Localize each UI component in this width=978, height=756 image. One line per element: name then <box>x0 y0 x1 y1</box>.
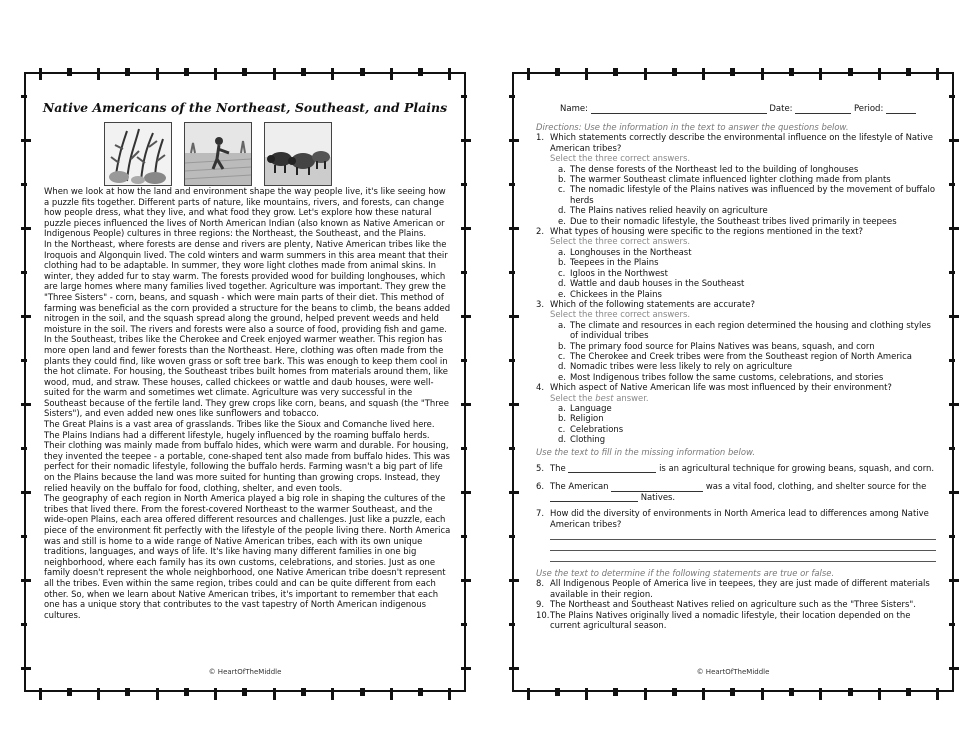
article-text <box>44 186 452 620</box>
option-letter: a. <box>558 319 566 330</box>
answer-line[interactable] <box>550 551 936 562</box>
bottom-border-decoration <box>514 688 952 696</box>
option-letter: c. <box>558 423 566 434</box>
period-label: Period: <box>853 104 884 114</box>
option-text: Igloos in the Northwest <box>570 267 668 278</box>
fill-in-blank[interactable] <box>550 501 638 502</box>
question-9 <box>536 599 940 609</box>
question-number: 3. <box>536 298 545 309</box>
option-letter: b. <box>558 257 567 268</box>
answer-option[interactable] <box>558 278 940 288</box>
article-paragraph: The Great Plains is a vast area of grasslands. Tribes like the Sioux and Comanche lived here. The Plains Indians had a different lifestyle, hugely influenced by the roaming buffalo herds. Their clothing was mainly made from buffalo hides, which were warm and durable. For housing, they invented the teepee - a portable, cone-shaped tent also made from buffalo hides. This was perfect for their nomadic lifestyle, following the buffalo herds. Farming wasn't a big part of life on the Plains because the land was more suited for hunting than growing crops. Instead, they relied heavily on the buffalo for food, clothing, shelter, and even tools. <box>44 419 450 493</box>
questions-list <box>536 122 940 630</box>
option-text: The primary food source for Plains Natives was beans, squash, and corn <box>570 340 875 351</box>
bottom-border-decoration <box>26 688 464 696</box>
answer-option[interactable] <box>558 164 940 174</box>
question-number: 8. <box>536 578 545 589</box>
option-text: The warmer Southeast climate influenced lighter clothing made from plants <box>570 174 891 185</box>
answer-option[interactable] <box>558 372 940 382</box>
question-3 <box>536 299 940 382</box>
question-text: The <box>550 463 566 473</box>
answer-option[interactable] <box>558 320 940 341</box>
hint-emphasis: best <box>595 392 614 403</box>
reading-page <box>24 72 466 692</box>
answer-option[interactable] <box>558 361 940 371</box>
question-7 <box>536 508 940 529</box>
option-letter: e. <box>558 215 566 226</box>
hint-text: Select the <box>550 392 596 403</box>
answer-option[interactable] <box>558 205 940 215</box>
option-letter: d. <box>558 278 567 289</box>
answer-option[interactable] <box>558 216 940 226</box>
option-text: Teepees in the Plains <box>570 257 659 268</box>
answer-hint: Select the three correct answers. <box>550 236 691 247</box>
question-text: What types of housing were specific to the regions mentioned in the text? <box>550 226 864 237</box>
question-number: 10. <box>536 609 550 620</box>
question-text: is an agricultural technique for growing beans, squash, and corn. <box>659 463 935 473</box>
option-letter: c. <box>558 350 566 361</box>
option-text: Due to their nomadic lifestyle, the Southeast tribes lived primarily in teepees <box>570 215 897 226</box>
answer-option[interactable] <box>558 184 940 205</box>
student-info-line <box>560 104 924 114</box>
question-text: was a vital food, clothing, and shelter source for the <box>705 481 927 492</box>
option-text: Celebrations <box>570 423 624 434</box>
option-letter: e. <box>558 288 566 299</box>
question-text: All Indigenous People of America live in teepees, they are just made of different materials available in their region. <box>550 578 930 599</box>
option-letter: c. <box>558 267 566 278</box>
option-text: The dense forests of the Northeast led to the building of longhouses <box>570 163 859 174</box>
question-number: 2. <box>536 226 545 237</box>
question-number: 4. <box>536 382 545 393</box>
hint-text: answer. <box>613 392 649 403</box>
period-field[interactable] <box>886 113 916 114</box>
copyright-footer: © HeartOfTheMiddle <box>696 668 770 676</box>
answer-hint: Select the three correct answers. <box>550 153 691 164</box>
answer-option[interactable] <box>558 413 940 423</box>
option-text: Language <box>570 402 612 413</box>
question-number: 5. <box>536 463 545 473</box>
answer-option[interactable] <box>558 434 940 444</box>
question-8 <box>536 578 940 599</box>
option-letter: d. <box>558 434 567 445</box>
left-border-decoration <box>509 74 517 690</box>
page-title: Native Americans of the Northeast, Southeast, and Plains <box>42 100 448 115</box>
question-text: The Plains Natives originally lived a nomadic lifestyle, their location depended on the current agricultural season. <box>550 609 911 631</box>
question-text: Which of the following statements are accurate? <box>550 298 755 309</box>
answer-option[interactable] <box>558 257 940 267</box>
question-text: Which statements correctly describe the environmental influence on the lifestyle of Native American tribes? <box>550 132 933 153</box>
directions: Use the text to fill in the missing information below. <box>536 446 756 457</box>
top-border-decoration <box>26 68 464 76</box>
date-field[interactable] <box>795 113 851 114</box>
answer-option[interactable] <box>558 341 940 351</box>
question-2 <box>536 226 940 299</box>
left-border-decoration <box>21 74 29 690</box>
farmer-field-illustration <box>184 122 252 186</box>
answer-line[interactable] <box>550 529 936 540</box>
option-text: The Cherokee and Creek tribes were from the Southeast region of North America <box>570 350 912 361</box>
name-field[interactable] <box>591 113 767 114</box>
crops-illustration <box>104 122 172 186</box>
question-text: Which aspect of Native American life was most influenced by their environment? <box>550 382 892 393</box>
answer-option[interactable] <box>558 424 940 434</box>
option-letter: d. <box>558 205 567 216</box>
option-letter: a. <box>558 246 566 257</box>
question-number: 9. <box>536 599 545 610</box>
question-text: The American <box>550 481 609 492</box>
answer-option[interactable] <box>558 247 940 257</box>
answer-option[interactable] <box>558 174 940 184</box>
answer-hint <box>550 393 940 403</box>
illustration-row <box>104 122 332 186</box>
option-text: Religion <box>570 413 604 424</box>
option-text: Wattle and daub houses in the Southeast <box>570 278 745 289</box>
top-border-decoration <box>514 68 952 76</box>
answer-option[interactable] <box>558 403 940 413</box>
option-letter: a. <box>558 163 566 174</box>
buffalo-herd-illustration <box>264 122 332 186</box>
question-number: 6. <box>536 481 545 492</box>
article-paragraph: When we look at how the land and environment shape the way people live, it's like seeing how a puzzle fits together. Different parts of nature, like mountains, rivers, and forests, can change how people dress, what they live, and what food they grow. Let's explore how these natural puzzle pieces influenced the lives of North American Indian (also known as Native American or Indigenous People) cultures in three regions: the Northeast, the Southeast, and the Plains. <box>44 186 446 239</box>
article-paragraph: In the Southeast, tribes like the Cherokee and Creek enjoyed warmer weather. This region has more open land and fewer forests than the Northeast. Here, clothing was often made from the plants they could find, like woven grass or soft tree bark. This was enough to keep them cool in the hot climate. For housing, the Southeast tribes built homes from materials around them, like wood, mud, and straw. These houses, called chickees or wattle and daub houses, were well-suited for the warm and sometimes wet climate. Agriculture was very successful in the Southeast because of the fertile land. They grew crops like corn, beans, and squash (the "Three Sisters"), and even added new ones like sunflowers and tobacco. <box>44 334 449 419</box>
question-number: 7. <box>536 508 545 519</box>
right-border-decoration <box>949 74 957 690</box>
option-letter: b. <box>558 174 567 185</box>
article-paragraph: In the Northeast, where forests are dense and rivers are plenty, Native American tribes like the Iroquois and Algonquin lived. The cold winters and warm summers in this area meant that their clothing had to be adaptable. In summer, they wore light clothes made from animal skins. In winter, they added fur to stay warm. The forests provided wood for building longhouses, which are large homes where many families lived together. Agriculture was important. They grew the "Three Sisters" - corn, beans, and squash - which were main parts of their diet. This method of farming was beneficial as the corn provided a structure for the beans to climb, the beans added nitrogen in the soil, and the squash spread along the ground, helped prevent weeds and held moisture in the soil. The rivers and forests were also a source of food, providing fish and game. <box>44 238 451 334</box>
article-paragraph: The geography of each region in North America played a big role in shaping the cultures of the tribes that lived there. From the forest-covered Northeast to the warmer Southeast, and the wide-open Plains, each area offered different resources and challenges. Just like a puzzle, each piece of the environment fit perfectly with the lifestyle of the people living there. North America was and still is home to a wide range of Native American tribes, each with its own unique traditions, languages, and ways of life. It's like having many different families in one big neighborhood, where each family has its own customs, celebrations, and stories. Just as one family doesn't represent the whole neighborhood, one Native American tribe doesn't represent all the tribes. Even within the same region, tribes could and can be quite different from each other. So, when we learn about Native American tribes, it's important to remember that each one has a unique story that contributes to the vast tapestry of North American indigenous cultures. <box>44 493 451 620</box>
option-letter: e. <box>558 371 566 382</box>
answer-option[interactable] <box>558 289 940 299</box>
answer-line[interactable] <box>550 540 936 551</box>
option-text: Longhouses in the Northeast <box>570 246 692 257</box>
option-text: Most Indigenous tribes follow the same customs, celebrations, and stories <box>570 371 884 382</box>
option-letter: d. <box>558 361 567 372</box>
question-number: 1. <box>536 132 545 143</box>
name-label: Name: <box>560 104 588 114</box>
question-text: How did the diversity of environments in North America lead to differences among Native American tribes? <box>550 508 929 529</box>
directions: Directions: Use the information in the text to answer the questions below. <box>536 122 849 132</box>
answer-option[interactable] <box>558 268 940 278</box>
question-10 <box>536 610 940 631</box>
option-text: The climate and resources in each region determined the housing and clothing styles of individual tribes <box>570 319 931 341</box>
answer-hint: Select the three correct answers. <box>550 309 691 320</box>
date-label: Date: <box>769 104 793 114</box>
option-text: Chickees in the Plains <box>570 288 662 299</box>
question-4 <box>536 382 940 444</box>
copyright-footer: © HeartOfTheMiddle <box>208 668 282 676</box>
directions: Use the text to determine if the following statements are true or false. <box>536 568 835 579</box>
question-5 <box>536 463 940 473</box>
question-1 <box>536 132 940 226</box>
question-text: Natives. <box>640 491 676 502</box>
option-letter: b. <box>558 413 567 424</box>
questions-page <box>512 72 954 692</box>
question-text: The Northeast and Southeast Natives relied on agriculture such as the "Three Sisters". <box>550 599 916 610</box>
option-letter: b. <box>558 340 567 351</box>
option-text: Clothing <box>570 434 606 445</box>
option-letter: a. <box>558 402 566 413</box>
option-letter: c. <box>558 184 566 195</box>
option-text: Nomadic tribes were less likely to rely on agriculture <box>570 361 793 372</box>
option-text: The nomadic lifestyle of the Plains natives was influenced by the movement of buffalo herds <box>570 184 936 205</box>
question-6 <box>536 481 940 502</box>
answer-option[interactable] <box>558 351 940 361</box>
option-text: The Plains natives relied heavily on agriculture <box>570 205 768 216</box>
fill-in-blank[interactable] <box>568 472 656 473</box>
right-border-decoration <box>461 74 469 690</box>
